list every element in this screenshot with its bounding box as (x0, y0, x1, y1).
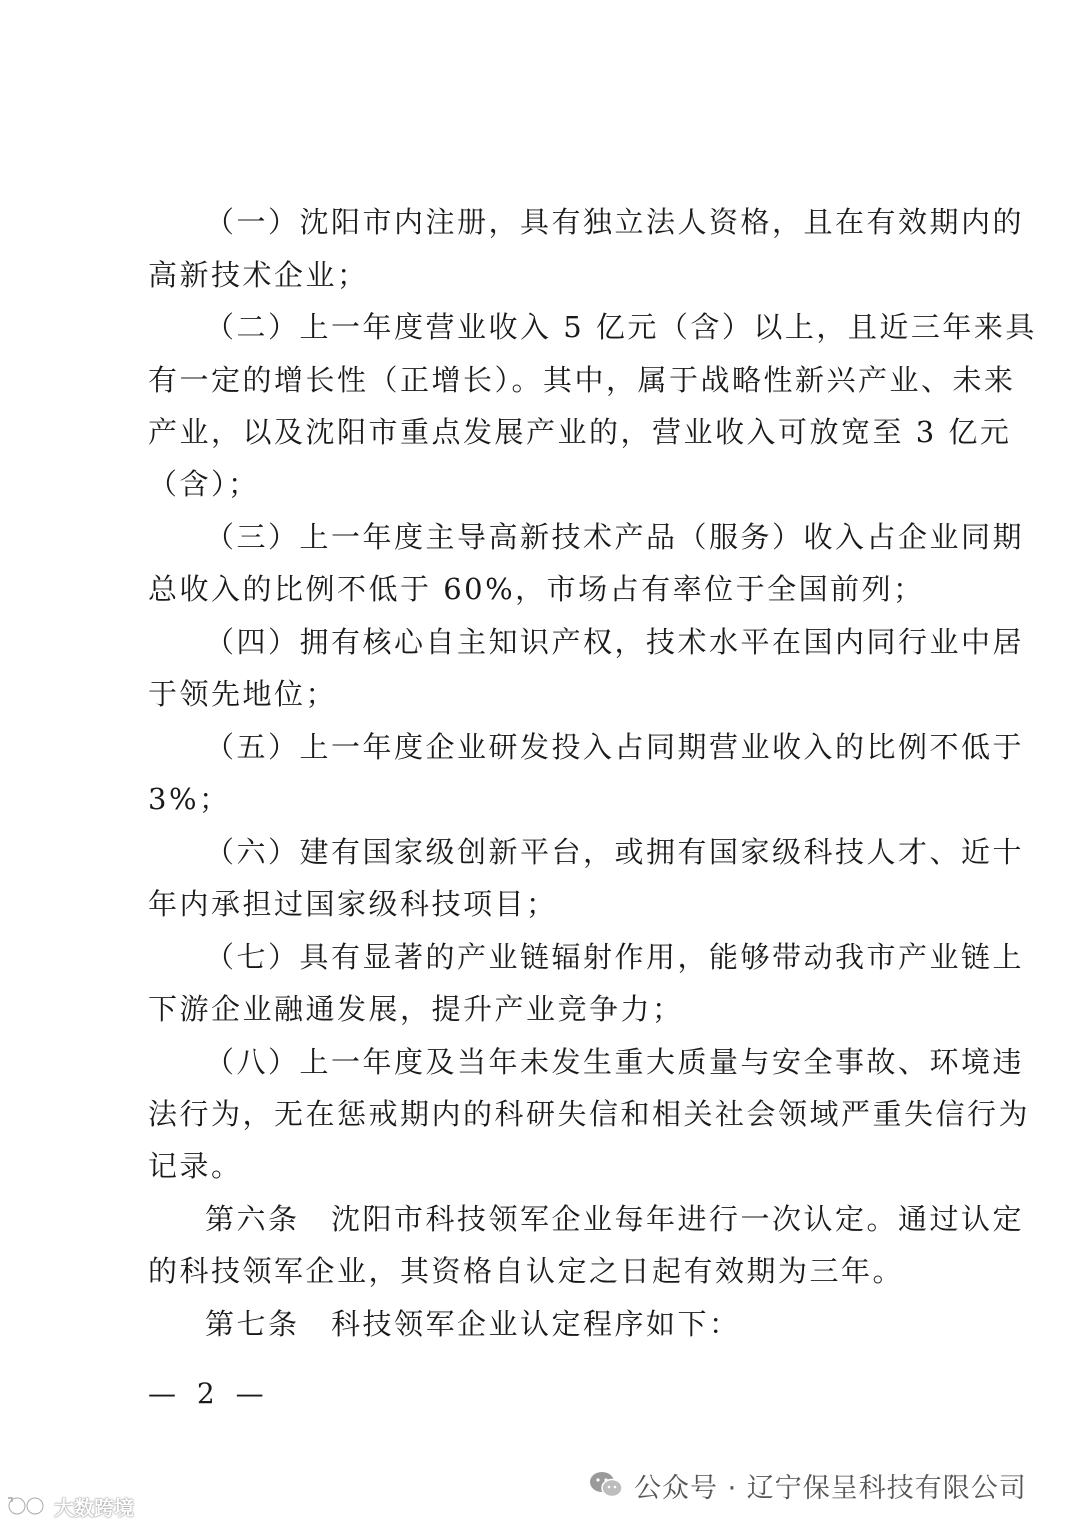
clause-3-line-2: 总收入的比例不低于 60%，市场占有率位于全国前列； (148, 572, 925, 606)
clause-6-line-1: （六）建有国家级创新平台，或拥有国家级科技人才、近十 (205, 835, 1025, 869)
clause-4-line-2: 于领先地位； (148, 677, 338, 711)
clause-5-line-1: （五）上一年度企业研发投入占同期营业收入的比例不低于 (205, 730, 1025, 764)
wechat-icon (588, 1470, 624, 1500)
account-watermark (588, 1463, 1027, 1507)
article-7-line-1: 第七条 科技领军企业认定程序如下： (205, 1307, 741, 1341)
clause-3-line-1: （三）上一年度主导高新技术产品（服务）收入占企业同期 (205, 520, 1025, 554)
site-watermark (6, 1490, 134, 1522)
article-6-line-2: 的科技领军企业，其资格自认定之日起有效期为三年。 (148, 1254, 905, 1288)
clause-6-line-2: 年内承担过国家级科技项目； (148, 887, 558, 921)
clause-2-line-2: 有一定的增长性（正增长）。其中，属于战略性新兴产业、未来 (148, 363, 1016, 397)
clause-8-line-3: 记录。 (148, 1149, 243, 1183)
clause-7-line-2: 下游企业融通发展，提升产业竞争力； (148, 992, 684, 1026)
clause-2-line-1: （二）上一年度营业收入 5 亿元（含）以上，且近三年来具 (205, 310, 1037, 344)
site-watermark-text: 大数跨境 (54, 1495, 134, 1520)
clause-2-line-4: （含）； (148, 467, 260, 501)
article-6-line-1: 第六条 沈阳市科技领军企业每年进行一次认定。通过认定 (205, 1202, 1025, 1236)
clause-4-line-1: （四）拥有核心自主知识产权，技术水平在国内同行业中居 (205, 625, 1025, 659)
clause-2-line-3: 产业，以及沈阳市重点发展产业的，营业收入可放宽至 3 亿元 (148, 415, 1012, 449)
clause-1-line-2: 高新技术企业； (148, 258, 369, 292)
brand-logo-icon (6, 1494, 50, 1518)
page-number: — 2 — (148, 1377, 270, 1410)
clause-7-line-1: （七）具有显著的产业链辐射作用，能够带动我市产业链上 (205, 940, 1025, 974)
account-watermark-text: 公众号 · 辽宁保呈科技有限公司 (634, 1472, 1027, 1504)
clause-5-line-2: 3%； (148, 782, 231, 816)
clause-1-line-1: （一）沈阳市内注册，具有独立法人资格，且在有效期内的 (205, 205, 1025, 239)
clause-8-line-2: 法行为，无在惩戒期内的科研失信和相关社会领域严重失信行为 (148, 1097, 1031, 1131)
clause-8-line-1: （八）上一年度及当年未发生重大质量与安全事故、环境违 (205, 1045, 1025, 1079)
